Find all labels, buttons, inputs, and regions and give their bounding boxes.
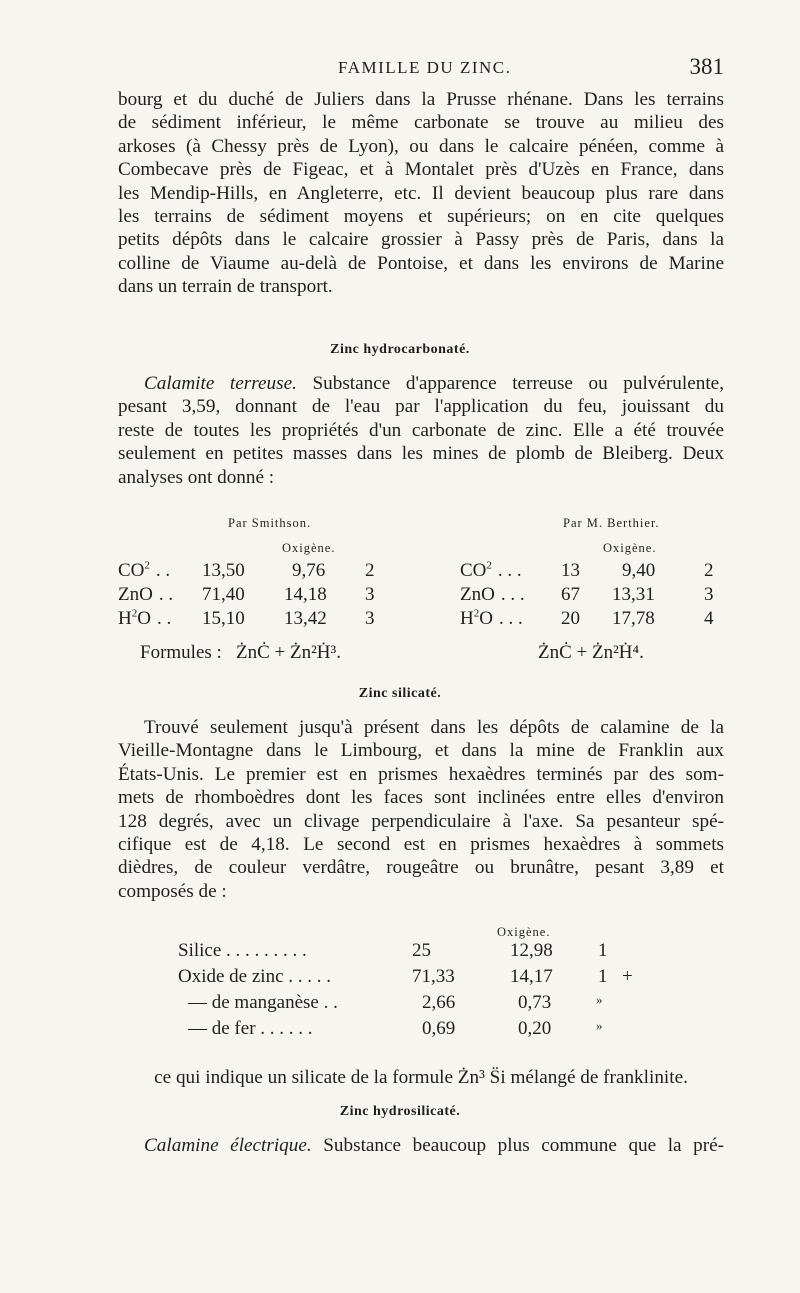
oxygen-value: 9,76 [292,560,326,581]
mineral-term: Calamite terreuse. [144,373,297,394]
ratio-value: » [596,1018,603,1033]
text-line: dièdres, de couleur verdâtre, rougeâtre ou brunâtre, pesant 3,89 et [118,857,724,879]
text-line: Combecave près de Figeac, et à Montalet près d'Uzès en France, dans [118,159,724,181]
component-label: — de fer . . . . . . [188,1018,313,1039]
oxygen-value: 13,42 [284,608,327,629]
analysis-value: 15,10 [202,608,245,629]
text-line: colline de Viaume au-delà de Pontoise, et dans les environs de Marine [118,252,724,274]
oxygen-value: 9,40 [622,560,656,581]
analysis-value: 20 [561,608,580,629]
text-line: Trouvé seulement jusqu'à présent dans les dépôts de calamine de la [144,717,724,738]
text-line: mets de rhomboèdres dont les faces sont inclinées entre elles d'environ [118,787,724,809]
text-line: de sédiment inférieur, le même carbonate se trouve au milieu des [118,112,724,134]
text-line: analyses ont donné : [118,466,275,488]
text-line: composés de : [118,880,227,902]
analysis-value: 13 [561,560,580,581]
text-line: les Mendip-Hills, en Angleterre, etc. Il devient beaucoup plus rare dans [118,182,724,204]
analysis-value: 71,40 [202,584,245,605]
section-heading-hydrosilicate: Zinc hydrosilicaté. [339,1104,461,1119]
component-label: — de manganèse . . [188,992,338,1013]
text-line: États-Unis. Le premier est en prismes hexaèdres terminés par des som- [118,763,724,785]
component-label: Silice . . . . . . . . . [178,940,307,961]
hydrocarbonate-paragraph [118,372,724,489]
text-line: les terrains de sédiment moyens et supérieurs; on en cite quelques [118,205,724,227]
analysis-author: Par M. Berthier. [563,516,660,530]
silicate-conclusion [118,1066,724,1089]
component-value: 0,69 [422,1018,456,1039]
text-line: petits dépôts dans le calcaire grossier à Passy près de Paris, dans la [118,229,724,251]
ratio-value: 4 [704,608,714,629]
text-line: 128 degrés, avec un clivage perpendiculaire à l'axe. Sa pesanteur spé- [118,810,724,832]
component-value: 71,33 [412,966,455,987]
component-value: 25 [412,940,431,961]
text-line: seulement en petites masses dans les mines de plomb de Bleiberg. Deux [118,443,724,465]
ratio-value: 1 [598,940,608,961]
text-line: Calamine électrique. Substance beaucoup plus commune que la pré- [144,1135,725,1156]
analysis-author: Par Smithson. [228,516,312,530]
text-line: arkoses (à Chessy près de Lyon), ou dans le calcaire pénéen, comme à [118,135,724,157]
oxygen-header: Oxigène. [603,541,657,555]
oxygen-value: 14,17 [510,966,553,987]
compound-name: ZnO . . . [460,584,525,605]
oxygen-value: 13,31 [612,584,655,605]
ratio-value: 3 [365,584,375,605]
compound-name: $CO^2$ . . [118,559,171,581]
text-line: cifique est de 4,18. Le second est en prismes hexaèdres à sommets [118,833,724,855]
component-label: Oxide de zinc . . . . . [178,966,332,987]
mineral-term: Calamine électrique. [144,1135,312,1156]
oxygen-value: 0,20 [518,1018,552,1039]
text-line: Vieille-Montagne dans le Limbourg, et dans la mine de Franklin aux [118,740,724,762]
ratio-value: 2 [365,560,375,581]
analysis-value: 13,50 [202,560,245,581]
oxygen-value: 14,18 [284,584,327,605]
oxygen-value: 17,78 [612,608,655,629]
intro-paragraph [118,88,724,299]
silicate-paragraph [118,716,724,903]
page-number: 381 [689,54,724,79]
compound-name: $H^2O$ . . . [460,607,523,629]
text-line: pesant 3,59, donnant de l'eau par l'application du feu, jouissant du [118,396,724,418]
section-heading-silicate: Zinc silicaté. [358,686,442,701]
plus-sign: + [622,966,633,987]
text-line: dans un terrain de transport. [118,276,333,298]
oxygen-value: 0,73 [518,992,552,1013]
ratio-value: 1 [598,966,608,987]
running-title: FAMILLE DU ZINC. [338,58,512,77]
ratio-value: 3 [704,584,714,605]
compound-name: $H^2O$ . . [118,607,172,629]
formula: ŻnĊ + Żn²Ḣ³. [236,642,341,663]
ratio-value: » [596,992,603,1007]
oxygen-header: Oxigène. [497,925,551,939]
oxygen-value: 12,98 [510,940,553,961]
oxygen-header: Oxigène. [282,541,336,555]
text-line: ce qui indique un silicate de la formule Żn³ S̈i mélangé de franklinite. [154,1067,688,1088]
component-value: 2,66 [422,992,456,1013]
ratio-value: 3 [365,608,375,629]
section-heading-hydrocarbonate: Zinc hydrocarbonaté. [330,342,470,357]
hydrosilicate-paragraph [118,1134,724,1157]
text-line: reste de toutes les propriétés d'un carbonate de zinc. Elle a été trouvée [118,419,724,441]
text-line: bourg et du duché de Juliers dans la Prusse rhénane. Dans les terrains [118,89,724,110]
formula-label: Formules : [140,642,222,663]
page-header [118,54,724,86]
text-line: Calamite terreuse. Substance d'apparence terreuse ou pulvérulente, [144,373,724,394]
compound-name: $CO^2$ . . . [460,559,522,581]
analysis-value: 67 [561,584,580,605]
formula: ŻnĊ + Żn²Ḣ⁴. [538,642,644,663]
ratio-value: 2 [704,560,714,581]
compound-name: ZnO . . [118,584,174,605]
